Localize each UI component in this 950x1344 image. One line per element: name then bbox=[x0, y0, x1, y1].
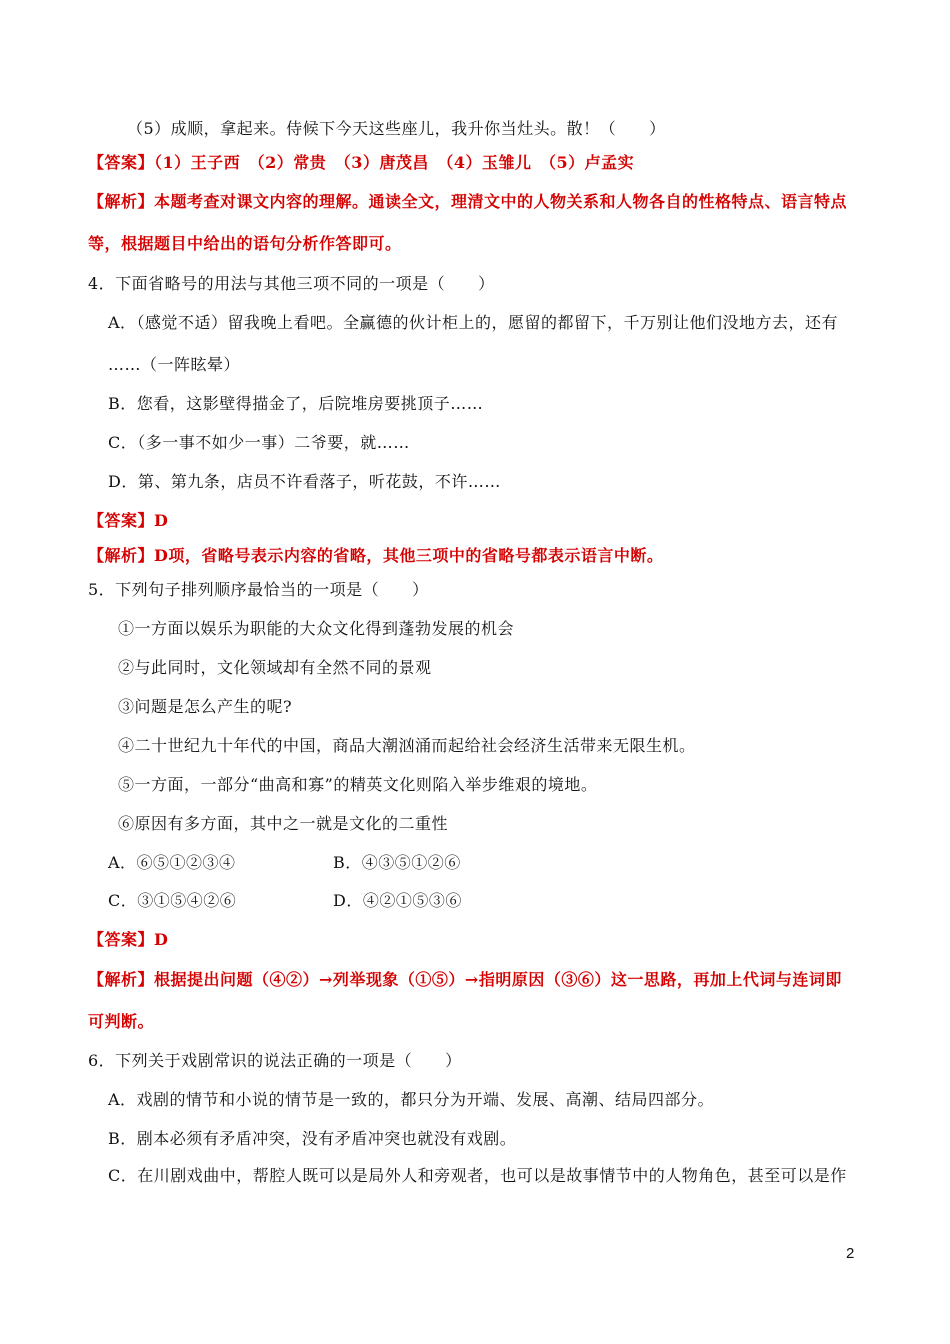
page-number: 2 bbox=[846, 1245, 855, 1262]
q5-option-b: B．④③⑤①②⑥ bbox=[333, 853, 461, 872]
q5-sentence: ③问题是怎么产生的呢? bbox=[118, 697, 293, 716]
q4-option-c: C．（多一事不如少一事）二爷要，就…… bbox=[108, 433, 410, 452]
q4-option-a: A．（感觉不适）留我晚上看吧。全赢德的伙计柜上的，愿留的都留下，千万别让他们没地方去，还有 bbox=[108, 313, 839, 332]
q3-item5: （5）成顺，拿起来。侍候下今天这些座儿，我升你当灶头。散！（ ） bbox=[127, 119, 666, 138]
q4-stem: 4．下面省略号的用法与其他三项不同的一项是（ ） bbox=[88, 274, 495, 293]
q5-analysis: 【解析】根据提出问题（④②）→列举现象（①⑤）→指明原因（③⑥）这一思路，再加上代词与连词即 bbox=[88, 970, 842, 989]
q6-option-a: A．戏剧的情节和小说的情节是一致的，都只分为开端、发展、高潮、结局四部分。 bbox=[108, 1090, 715, 1109]
q5-option-c: C．③①⑤④②⑥ bbox=[108, 891, 237, 910]
q6-stem: 6．下列关于戏剧常识的说法正确的一项是（ ） bbox=[88, 1051, 462, 1070]
q5-sentence: ①一方面以娱乐为职能的大众文化得到蓬勃发展的机会 bbox=[118, 619, 515, 638]
q5-analysis: 可判断。 bbox=[88, 1012, 155, 1031]
q4-option-d: D．第、第九条，店员不许看落子，听花鼓，不许…… bbox=[108, 472, 501, 491]
q3-answer: 【答案】（1）王子西 （2）常贵 （3）唐茂昌 （4）玉雏儿 （5）卢孟实 bbox=[88, 153, 635, 172]
q5-stem: 5．下列句子排列顺序最恰当的一项是（ ） bbox=[88, 580, 429, 599]
q3-analysis: 【解析】本题考查对课文内容的理解。通读全文，理清文中的人物关系和人物各自的性格特点、语言特点 bbox=[88, 192, 848, 211]
q4-option-a: ……（一阵眩晕） bbox=[108, 355, 241, 374]
q5-answer: 【答案】D bbox=[88, 930, 169, 949]
q5-option-a: A．⑥⑤①②③④ bbox=[108, 853, 236, 872]
q6-option-b: B．剧本必须有矛盾冲突，没有矛盾冲突也就没有戏剧。 bbox=[108, 1129, 517, 1148]
q5-sentence: ②与此同时，文化领域却有全然不同的景观 bbox=[118, 658, 432, 677]
q5-sentence: ⑤一方面，一部分“曲高和寡”的精英文化则陷入举步维艰的境地。 bbox=[118, 775, 598, 794]
q4-analysis: 【解析】D项，省略号表示内容的省略，其他三项中的省略号都表示语言中断。 bbox=[88, 546, 664, 565]
q5-option-d: D．④②①⑤③⑥ bbox=[333, 891, 462, 910]
q4-option-b: B．您看，这影壁得描金了，后院堆房要挑顶子…… bbox=[108, 394, 484, 413]
q5-sentence: ④二十世纪九十年代的中国，商品大潮汹涌而起给社会经济生活带来无限生机。 bbox=[118, 736, 696, 755]
q5-sentence: ⑥原因有多方面，其中之一就是文化的二重性 bbox=[118, 814, 449, 833]
q6-option-c: C．在川剧戏曲中，帮腔人既可以是局外人和旁观者，也可以是故事情节中的人物角色，甚至可以是作 bbox=[108, 1166, 847, 1185]
q4-answer: 【答案】D bbox=[88, 511, 169, 530]
q3-analysis: 等，根据题目中给出的语句分析作答即可。 bbox=[88, 234, 402, 253]
